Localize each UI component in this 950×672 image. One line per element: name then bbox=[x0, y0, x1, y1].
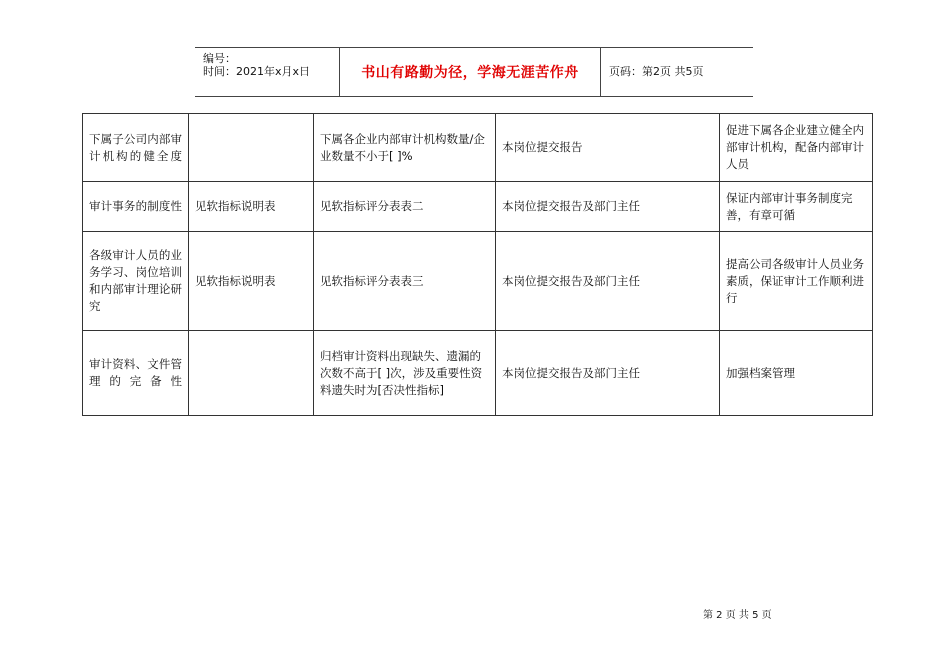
item-cell: 审计事务的制度性 bbox=[83, 182, 189, 232]
purpose-cell: 加强档案管理 bbox=[720, 331, 873, 416]
item-cell: 下属子公司内部审计机构的健全度 bbox=[83, 114, 189, 182]
header-meta-cell bbox=[195, 48, 340, 96]
motto-text: 书山有路勤为径，学海无涯苦作舟 bbox=[361, 65, 579, 81]
header-page-label: 页码：第2页 共5页 bbox=[609, 65, 704, 78]
header-motto-cell bbox=[340, 48, 601, 96]
purpose-cell: 提高公司各级审计人员业务素质，保证审计工作顺利进行 bbox=[720, 232, 873, 331]
source-cell: 本岗位提交报告及部门主任 bbox=[496, 182, 720, 232]
purpose-cell: 促进下属各企业建立健全内部审计机构，配备内部审计人员 bbox=[720, 114, 873, 182]
purpose-cell: 保证内部审计事务制度完善，有章可循 bbox=[720, 182, 873, 232]
number-label: 编号： bbox=[203, 52, 236, 65]
standard-cell: 归档审计资料出现缺失、遗漏的次数不高于[ ]次，涉及重要性资料遗失时为[否决性指标] bbox=[314, 331, 496, 416]
page-header bbox=[195, 47, 753, 97]
table-row bbox=[83, 232, 873, 331]
source-cell: 本岗位提交报告及部门主任 bbox=[496, 331, 720, 416]
table-row bbox=[83, 114, 873, 182]
source-cell: 本岗位提交报告及部门主任 bbox=[496, 232, 720, 331]
ref-cell: 见软指标说明表 bbox=[189, 182, 314, 232]
table-row bbox=[83, 331, 873, 416]
item-cell: 审计资料、文件管理的完备性 bbox=[83, 331, 189, 416]
indicator-table bbox=[82, 113, 873, 416]
table-row bbox=[83, 182, 873, 232]
header-page-cell bbox=[601, 48, 753, 96]
standard-cell: 见软指标评分表表三 bbox=[314, 232, 496, 331]
time-label: 时间：2021年x月x日 bbox=[203, 65, 311, 78]
ref-cell bbox=[189, 331, 314, 416]
standard-cell: 下属各企业内部审计机构数量/企业数量不小于[ ]% bbox=[314, 114, 496, 182]
ref-cell bbox=[189, 114, 314, 182]
ref-cell: 见软指标说明表 bbox=[189, 232, 314, 331]
item-cell: 各级审计人员的业务学习、岗位培训和内部审计理论研究 bbox=[83, 232, 189, 331]
page-footer: 第 2 页 共 5 页 bbox=[703, 610, 772, 621]
standard-cell: 见软指标评分表表二 bbox=[314, 182, 496, 232]
source-cell: 本岗位提交报告 bbox=[496, 114, 720, 182]
